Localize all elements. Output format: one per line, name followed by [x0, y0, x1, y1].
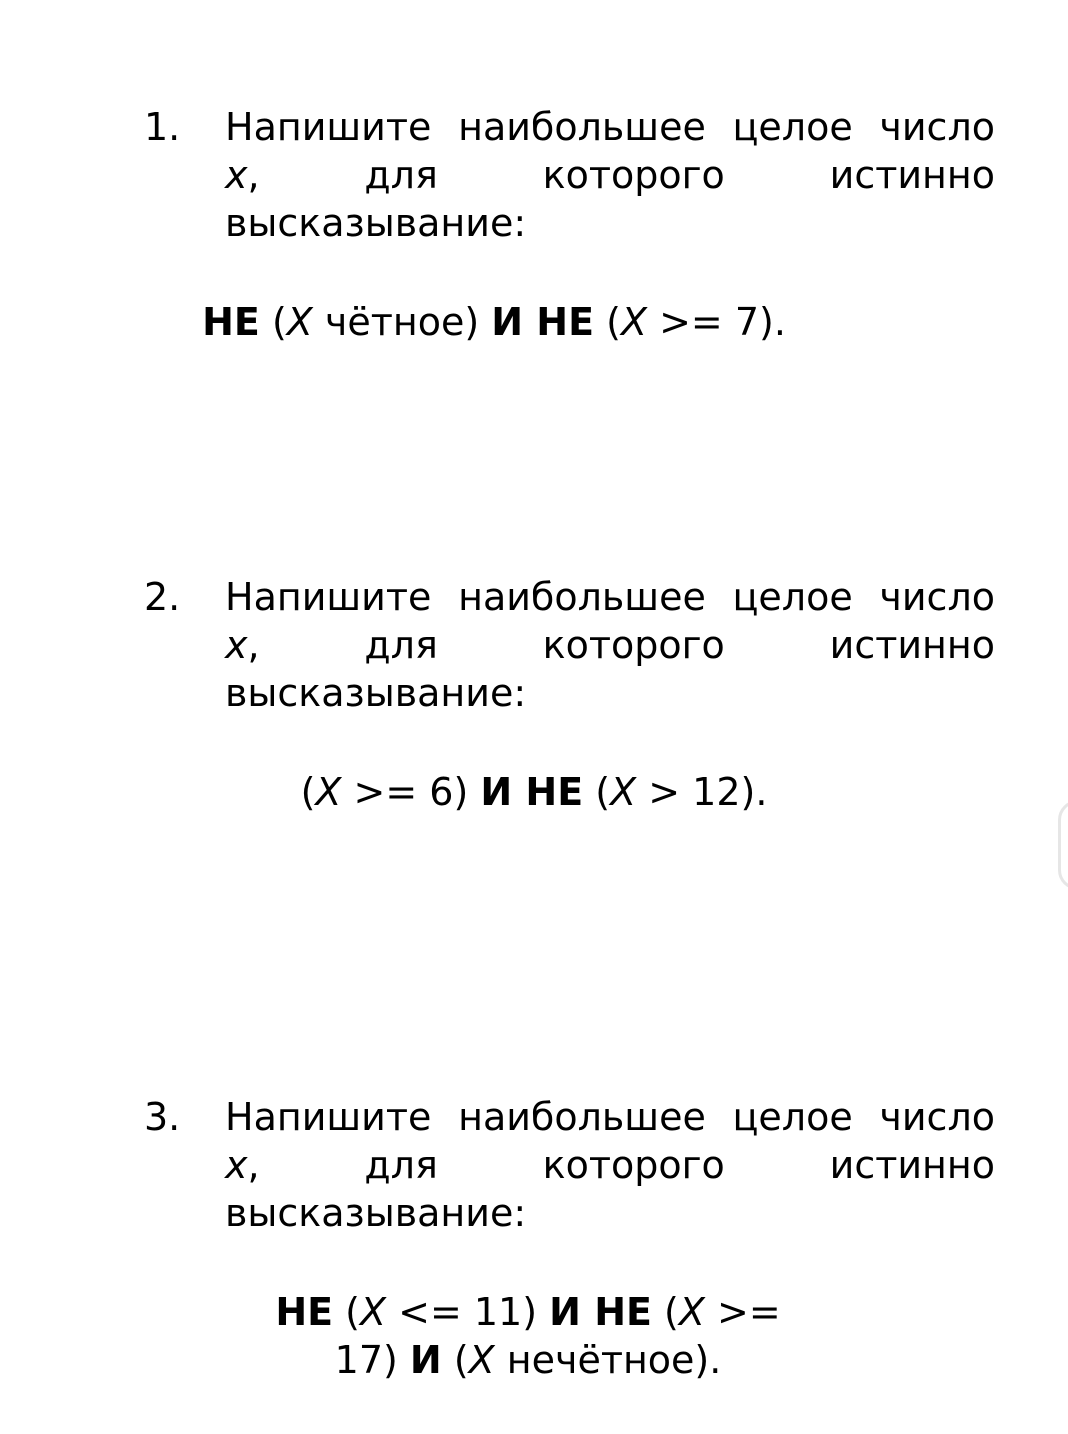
edge-scroll-handle[interactable]	[1058, 800, 1068, 890]
task-number: 1.	[144, 105, 181, 149]
variable-x: x	[225, 623, 248, 667]
logic-formula: (X >= 6) И НЕ (X > 12).	[300, 770, 768, 814]
variable-x: x	[225, 1143, 248, 1187]
task-statement: Напишите наибольшее целое число x, для которого истинно высказывание:	[225, 1095, 995, 1235]
logic-formula: НЕ (X чётное) И НЕ (X >= 7).	[202, 300, 786, 344]
task-statement: Напишите наибольшее целое число x, для которого истинно высказывание:	[225, 105, 995, 245]
task-number: 2.	[144, 575, 181, 619]
logic-formula: НЕ (X <= 11) И НЕ (X >= 17) И (X нечётное).	[275, 1290, 781, 1382]
task-statement: Напишите наибольшее целое число x, для которого истинно высказывание:	[225, 575, 995, 715]
variable-x: x	[225, 153, 248, 197]
task-number: 3.	[144, 1095, 181, 1139]
